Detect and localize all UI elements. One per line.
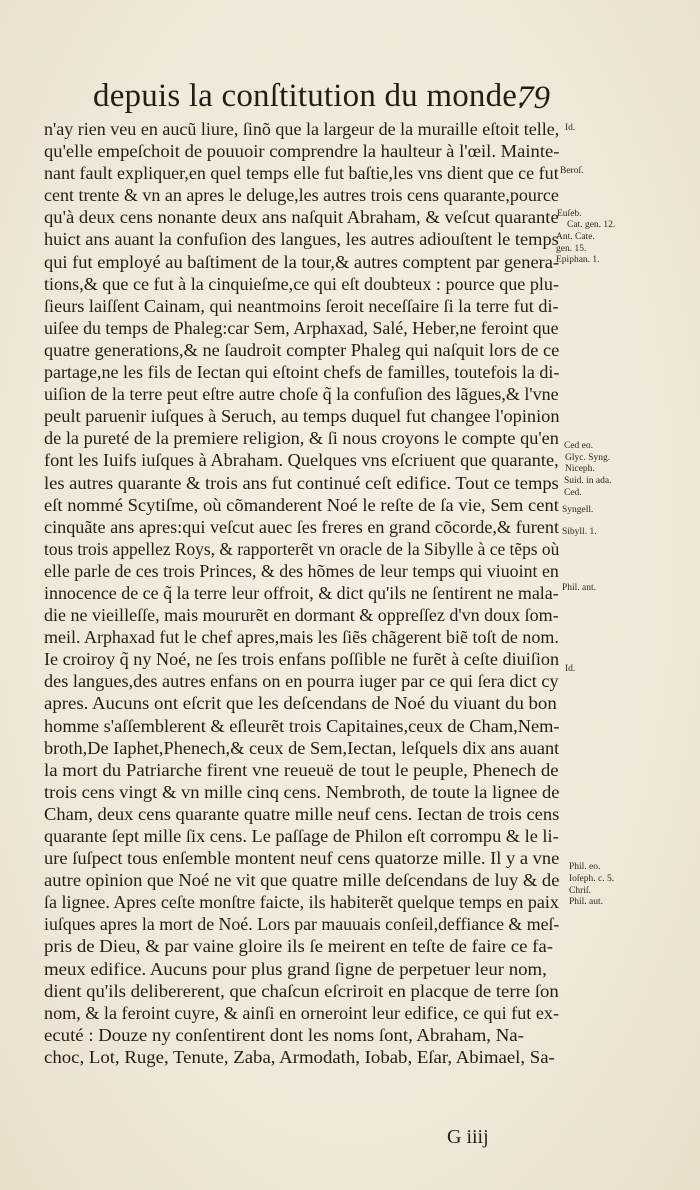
text-line: huict ans auant la confuſion des langues, les autres adiouſtent le temps	[44, 229, 559, 250]
text-line: font les Iuifs iuſques à Abraham. Quelques vns eſcriuent que quarante,	[44, 450, 559, 471]
text-line: elle parle de ces trois Princes, & des hõmes de leur temps qui viuoint en	[44, 560, 559, 581]
margin-note: Id.	[565, 123, 576, 133]
running-head: depuis la conſtitution du monde.	[93, 78, 526, 114]
text-line: homme s'aſſemblerent & eſleurẽt trois Capitaines,ceux de Cham,Nem-	[44, 715, 560, 736]
text-line: la mort du Patriarche firent vne reueuë de tout le peuple, Phenech de	[44, 759, 559, 780]
text-line: dient qu'ils delibererent, que chaſcun eſcriroit en placque de terre ſon	[44, 980, 559, 1001]
text-line: nom, & la feroint cuyre, & ainſi en orneroint leur edifice, ce qui fut ex-	[44, 1002, 560, 1023]
margin-note: Ioſeph. c. 5.	[569, 874, 615, 884]
text-line: tous trois appellez Roys, & rapporterẽt vn oracle de la Sibylle à ce tẽps où	[44, 538, 560, 559]
margin-note: Suid. in ada.	[564, 476, 612, 486]
text-line: nant fault expliquer,en quel temps elle fut baſtie,les vns dient que ce fut	[44, 163, 559, 184]
text-line: eſt nommé Scytiſme, où cõmanderent Noé le reſte de ſa vie, Sem cent	[44, 494, 559, 515]
text-line: meux edifice. Aucuns pour plus grand ſigne de perpetuer leur nom,	[44, 958, 547, 979]
margin-note: Niceph.	[565, 464, 595, 474]
margin-note: Chriſ.	[569, 886, 591, 896]
text-line: quarante ſept mille ſix cens. Le paſſage de Philon eſt corrompu & le li-	[44, 826, 559, 846]
margin-note: Id.	[565, 664, 576, 674]
text-line: n'ay rien veu en aucũ liure, ſinõ que la largeur de la muraille eſtoit telle,	[44, 119, 560, 139]
text-line: pris de Dieu, & par vaine gloire ils ſe meirent en teſte de faire ce fa-	[44, 936, 553, 957]
text-line: partage,ne les fils de Iectan qui eſtoint chefs de familles, toutefois la di-	[44, 362, 560, 383]
text-line: les autres quarante & trois ans fut continué ceſt edifice. Tout ce temps	[44, 472, 559, 493]
text-line: apres. Aucuns ont eſcrit que les deſcendans de Noé du viuant du bon	[44, 693, 557, 714]
margin-note: Beroſ.	[560, 166, 584, 176]
text-line: de la pureté de la premiere religion, & ſi nous croyons le compte qu'en	[44, 428, 559, 449]
text-line: quatre generations,& ne ſaudroit compter Phaleg qui naſquit lors de ce	[44, 339, 560, 360]
text-line: iuſques apres la mort de Noé. Lors par mauuais conſeil,deffiance & meſ-	[44, 914, 560, 935]
margin-note: Sibyll. 1.	[562, 527, 597, 537]
margin-note: gen. 15.	[556, 244, 587, 254]
text-line: choc, Lot, Ruge, Tenute, Zaba, Armodath, Iobab, Eſar, Abimael, Sa-	[44, 1046, 555, 1067]
text-line: Cham, deux cens quarante quatre mille neuf cens. Iectan de trois cens	[44, 803, 560, 824]
text-line: ſieurs laiſſent Cainam, qui neantmoins ſeroit neceſſaire ſi la terre fut di-	[44, 295, 559, 316]
margin-note: Glyc. Syng.	[565, 453, 611, 463]
signature-mark: G iiij	[447, 1126, 489, 1148]
text-line: broth,De Iaphet,Phenech,& ceux de Sem,Iectan, leſquels dix ans auant	[44, 737, 560, 758]
margin-note: Phil. eo.	[569, 862, 601, 872]
text-line: peult paruenir iuſques à Seruch, au temps duquel fut changee l'opinion	[44, 406, 560, 427]
body-text	[44, 118, 559, 1068]
text-line: tions,& que ce fut à la cinquieſme,ce qui eſt doubteux : pource que plu-	[44, 273, 559, 294]
text-line: qui fut employé au baſtiment de la tour,& autres comptent par genera-	[44, 251, 560, 272]
page-number: 79	[517, 80, 550, 116]
margin-note: Ced.	[564, 488, 582, 498]
margin-note: Phil. ant.	[562, 583, 597, 593]
text-line: ſa lignee. Apres ceſte monſtre faicte, ils habiterẽt quelque temps en paix	[44, 892, 559, 913]
margin-note: Euſeb.	[557, 209, 582, 219]
text-line: autre opinion que Noé ne vit que quatre mille deſcendans de luy & de	[44, 870, 560, 891]
margin-note: Ced eo.	[564, 441, 594, 451]
margin-note: Epiphan. 1.	[556, 255, 600, 265]
text-line: qu'à deux cens nonante deux ans naſquit Abraham, & veſcut quarante	[44, 207, 559, 228]
text-line: uiſee du temps de Phaleg:car Sem, Arphaxad, Salé, Heber,ne feroint que	[44, 317, 559, 338]
margin-note: Cat. gen. 12.	[567, 220, 616, 230]
text-line: die ne vieilleſſe, mais moururẽt en dormant & oppreſſez d'vn doux ſom-	[44, 605, 559, 626]
text-line: ecuté : Douze ny conſentirent dont les noms ſont, Abraham, Na-	[44, 1024, 524, 1045]
text-line: cent trente & vn an apres le deluge,les autres trois cens quarante,pource	[44, 185, 559, 206]
text-line: cinquãte ans apres:qui veſcut auec ſes freres en grand cõcorde,& furent	[44, 516, 559, 537]
text-line: trois cens vingt & vn mille cinq cens. Nembroth, de toute la lignee de	[44, 781, 560, 802]
text-line: uiſion de la terre peut eſtre autre choſe q̃ la confuſion des lãgues,& l'vne	[44, 384, 559, 405]
text-line: qu'elle empeſchoit de pouuoir comprendre la haulteur à l'œil. Mainte-	[44, 141, 560, 162]
text-line: Ie croiroy q̃ ny Noé, ne ſes trois enfans poſſible ne furẽt à ceſte diuiſion	[44, 649, 560, 670]
text-line: ure ſuſpect tous enſemble montent neuf cens quatorze mille. Il y a vne	[44, 848, 560, 869]
text-line: innocence de ce q̃ la terre leur offroit, & dict qu'ils ne ſentirent ne mala-	[44, 582, 559, 603]
margin-note: Ant. Cate.	[556, 232, 595, 242]
margin-note: Syngell.	[562, 505, 594, 515]
text-line: meil. Arphaxad fut le chef apres,mais les ſiẽs chãgerent biẽ toſt de nom.	[44, 627, 559, 648]
margin-note: Phil. aut.	[569, 897, 604, 907]
text-line: des langues,des autres enfans on en pourra iuger par ce qui ſera dict cy	[44, 671, 559, 692]
